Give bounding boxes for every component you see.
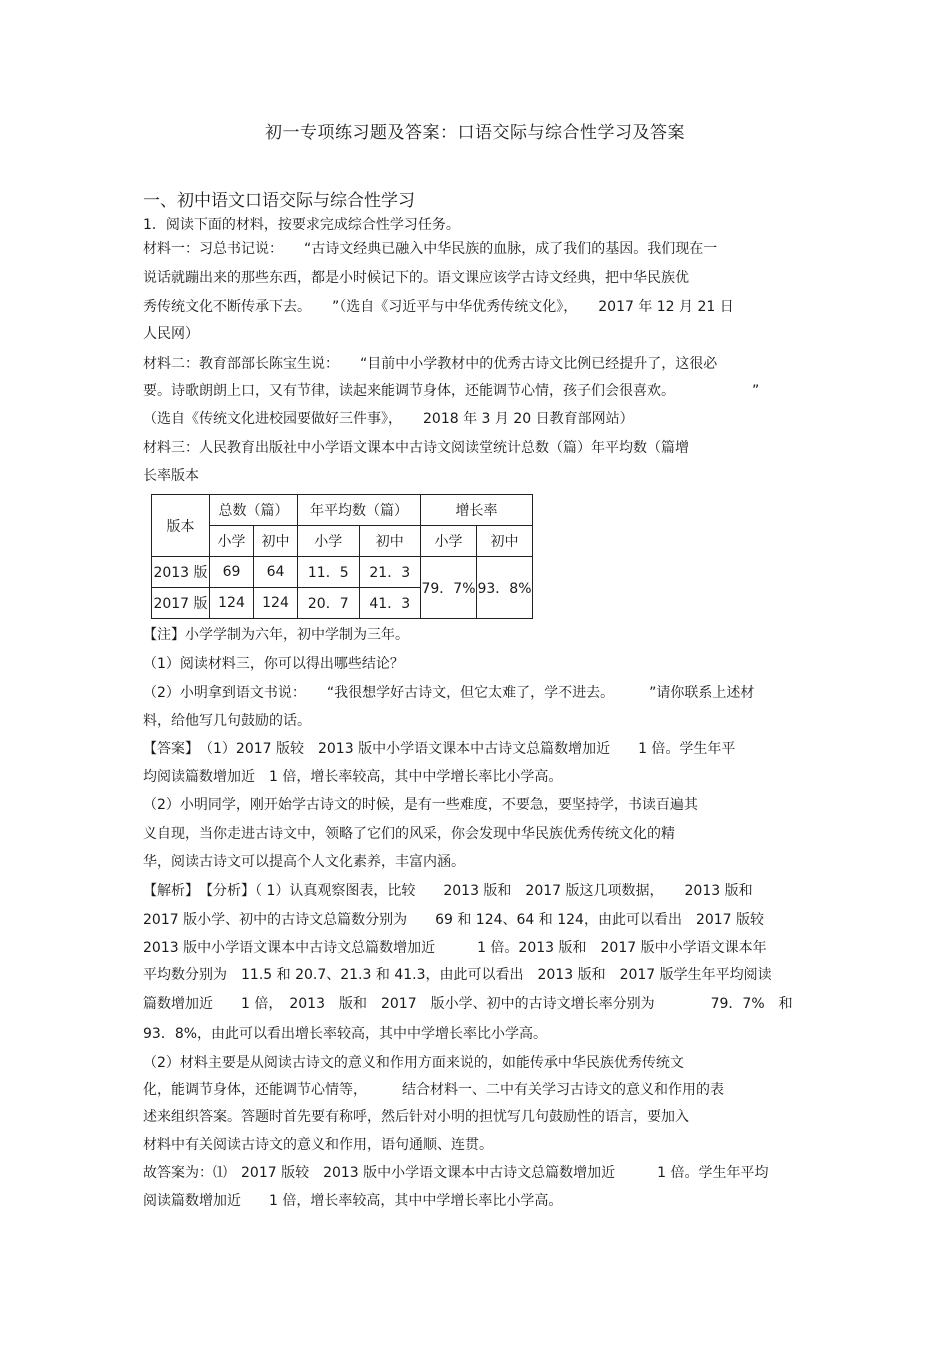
analysis-line: 【解析】 【分析】（ 1）认真观察图表，比较 2013 版和 2017 版这几项数据， 2013 版和: [143, 883, 753, 899]
material-line: 秀传统文化不断传承下去。 ”（选自《习近平与中华优秀传统文化》， 2017 年 12 月 21 日: [143, 299, 734, 315]
cell-avg-middle: 21．3: [359, 557, 421, 588]
material-line: 要。诗歌朗朗上口，又有节律，读起来能调节身体，还能调节心情，孩子们会很喜欢。 ”: [143, 383, 760, 399]
material-line: 材料二：教育部部长陈宝生说： “目前中小学教材中的优秀古诗文比例已经提升了，这很必: [143, 356, 718, 372]
cell-avg-primary: 20．7: [298, 588, 360, 619]
sub-middle: 初中: [477, 526, 533, 557]
header-growth: 增长率: [421, 495, 533, 526]
header-average: 年平均数（篇）: [298, 495, 421, 526]
table-note: 【注】小学学制为六年，初中学制为三年。: [143, 627, 409, 643]
cell-total-primary: 69: [210, 557, 254, 588]
cell-total-middle: 64: [254, 557, 298, 588]
answer-line: 华，阅读古诗文可以提高个人文化素养，丰富内涵。: [143, 854, 465, 870]
material-line: 人民网）: [143, 326, 199, 342]
analysis-line: （2）材料主要是从阅读古诗文的意义和作用方面来说的，如能传承中华民族优秀传统文: [143, 1055, 684, 1071]
document-title: 初一专项练习题及答案：口语交际与综合性学习及答案: [265, 123, 685, 143]
section-heading: 一、初中语文口语交际与综合性学习: [143, 191, 415, 211]
analysis-line: 述来组织答案。答题时首先要有称呼，然后针对小明的担忧写几句鼓励性的语言，要加入: [143, 1109, 689, 1125]
material-line: （选自《传统文化进校园要做好三件事》， 2018 年 3 月 20 日教育部网站）: [143, 411, 634, 427]
cell-avg-primary: 11．5: [298, 557, 360, 588]
analysis-line: 材料中有关阅读古诗文的意义和作用，语句通顺、连贯。: [143, 1137, 493, 1153]
material-line: 材料三：人民教育出版社中小学语文课本中古诗文阅读堂统计总数（篇）年平均数（篇增: [143, 440, 689, 456]
answer-line: 义自现，当你走进古诗文中，领略了它们的风采，你会发现中华民族优秀传统文化的精: [143, 826, 675, 842]
sub-primary: 小学: [210, 526, 254, 557]
analysis-line: 2013 版中小学语文课本中古诗文总篇数增加近 1 倍。2013 版和 2017 版中小学语文课本年: [143, 940, 767, 956]
row-version: 2017 版: [152, 588, 210, 619]
sub-middle: 初中: [254, 526, 298, 557]
material-line: 长率版本: [143, 468, 199, 484]
analysis-line: 篇数增加近 1 倍， 2013 版和 2017 版小学、初中的古诗文增长率分别为 79．7% 和: [143, 996, 793, 1012]
question-line: 料，给他写几句鼓励的话。: [143, 713, 311, 729]
statistics-table: [151, 494, 533, 619]
question-intro: 1．阅读下面的材料，按要求完成综合性学习任务。: [143, 217, 460, 233]
cell-avg-middle: 41．3: [359, 588, 421, 619]
answer-line: （2）小明同学，刚开始学古诗文的时候，是有一些难度，不要急，要坚持学，书读百遍其: [143, 797, 698, 813]
question-line: （2）小明拿到语文书说： “我很想学好古诗文，但它太难了，学不进去。 ”请你联系上述材: [143, 685, 755, 701]
analysis-line: 2017 版小学、初中的古诗文总篇数分别为 69 和 124、64 和 124，由此可以看出 2017 版较: [143, 912, 765, 928]
sub-middle: 初中: [359, 526, 421, 557]
cell-growth-middle: 93．8%: [477, 557, 533, 619]
sub-primary: 小学: [421, 526, 477, 557]
final-answer-line: 阅读篇数增加近 1 倍，增长率较高，其中中学增长率比小学高。: [143, 1193, 563, 1209]
cell-total-primary: 124: [210, 588, 254, 619]
analysis-line: 93．8%，由此可以看出增长率较高，其中中学增长率比小学高。: [143, 1026, 548, 1042]
answer-line: 【答案】 （1）2017 版较 2013 版中小学语文课本中古诗文总篇数增加近 1 倍。学生年平: [143, 741, 736, 757]
material-line: 说话就蹦出来的那些东西，都是小时候记下的。语文课应该学古诗文经典，把中华民族优: [143, 270, 689, 286]
answer-line: 均阅读篇数增加近 1 倍，增长率较高，其中中学增长率比小学高。: [143, 769, 563, 785]
cell-total-middle: 124: [254, 588, 298, 619]
cell-growth-primary: 79．7%: [421, 557, 477, 619]
analysis-line: 平均数分别为 11.5 和 20.7、21.3 和 41.3，由此可以看出 2013 版和 2017 版学生年平均阅读: [143, 967, 772, 983]
analysis-line: 化，能调节身体，还能调节心情等， 结合材料一、二中有关学习古诗文的意义和作用的表: [143, 1082, 724, 1098]
final-answer-line: 故答案为：⑴ 2017 版较 2013 版中小学语文课本中古诗文总篇数增加近 1 倍。学生年平均: [143, 1165, 769, 1181]
sub-primary: 小学: [298, 526, 360, 557]
header-total: 总数（篇）: [210, 495, 298, 526]
header-version: 版本: [152, 495, 210, 557]
question-line: （1）阅读材料三，你可以得出哪些结论？: [143, 656, 404, 672]
material-line: 材料一：习总书记说： “古诗文经典已融入中华民族的血脉，成了我们的基因。我们现在一: [143, 241, 718, 257]
row-version: 2013 版: [152, 557, 210, 588]
